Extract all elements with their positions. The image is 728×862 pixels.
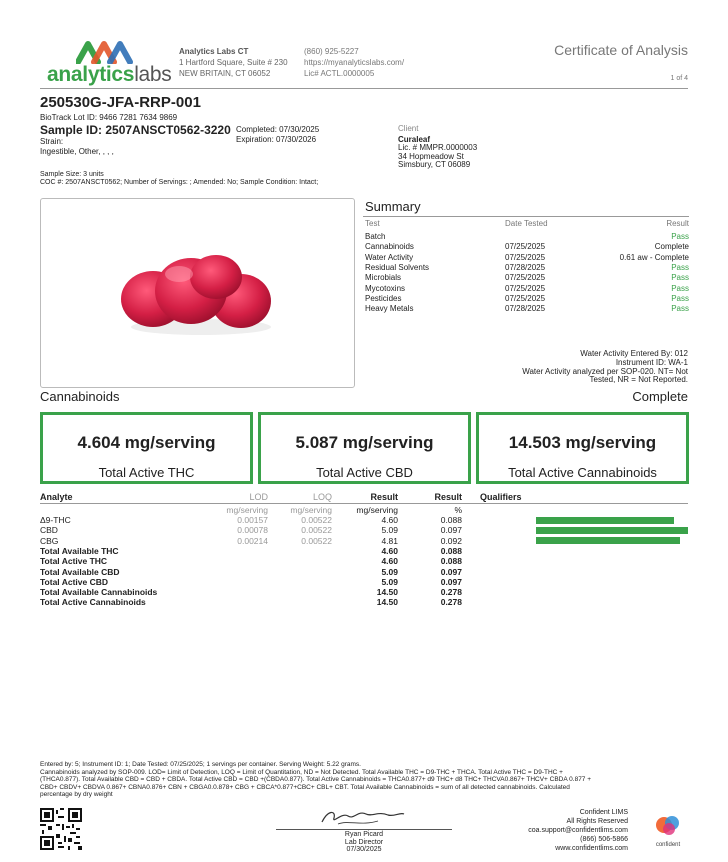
summary-row — [365, 263, 689, 273]
summary-result: Pass — [671, 232, 689, 241]
summary-result: Complete — [654, 242, 689, 252]
analytics-labs-logo-mark — [76, 38, 134, 64]
document-title: Certificate of Analysis — [554, 42, 688, 58]
analyte-result: 4.60 — [381, 556, 398, 567]
lab-address-block — [179, 46, 288, 79]
summary-result: Pass — [671, 283, 689, 293]
summary-col-test: Test — [365, 219, 380, 228]
summary-divider — [363, 216, 689, 217]
cannabinoids-status: Complete — [632, 389, 688, 404]
analyte-loq: 0.00522 — [301, 535, 332, 546]
qr-code[interactable] — [40, 808, 82, 850]
lims-name: Confident LIMS — [579, 809, 628, 816]
completed-date: Completed: 07/30/2025 — [236, 125, 320, 134]
summary-row — [365, 273, 689, 283]
summary-header-row — [365, 219, 689, 229]
summary-result: Pass — [671, 262, 689, 272]
summary-row — [365, 242, 689, 252]
analyte-row — [40, 556, 688, 566]
col-qualifiers: Qualifiers — [480, 492, 522, 502]
dates-block — [236, 125, 319, 145]
analyte-result: 14.50 — [376, 587, 398, 598]
analyte-name: Δ9-THC — [40, 515, 71, 525]
signer-name: Ryan Picard — [344, 831, 384, 838]
analyte-pct: 0.278 — [440, 587, 462, 598]
unit-result: mg/serving — [356, 505, 398, 515]
client-block — [398, 125, 477, 170]
col-analyte: Analyte — [40, 492, 73, 502]
analyte-loq: 0.00522 — [301, 515, 332, 525]
summary-test: Mycotoxins — [365, 283, 406, 293]
wa-sop-note: Water Activity analyzed per SOP-020. NT= Not — [522, 366, 688, 376]
summary-title: Summary — [365, 199, 421, 214]
client-license: Lic. # MMPR.0000003 — [398, 143, 478, 152]
kpi-total-active-cbd — [258, 412, 471, 484]
lims-email[interactable]: coa.support@confidentlims.com — [528, 827, 628, 834]
analyte-name: Total Active Cannabinoids — [40, 597, 146, 608]
analyte-row — [40, 567, 688, 577]
analyte-row — [40, 587, 688, 597]
col-loq: LOQ — [312, 492, 332, 502]
signature-line — [276, 829, 452, 830]
analyte-lod: 0.00157 — [237, 515, 268, 525]
summary-test: Heavy Metals — [365, 304, 414, 314]
summary-result: 0.61 aw - Complete — [619, 252, 689, 262]
analyte-result: 14.50 — [376, 597, 398, 608]
analyte-pct: 0.088 — [440, 556, 462, 567]
expiration-date: Expiration: 07/30/2026 — [236, 135, 317, 144]
footnote-line: Cannabinoids analyzed by SOP-009. LOD= Limit of Detection, LOQ = Limit of Quantitation, ND = Not Detected. Total Available THC = D9-THC + THCA. Total Active THC = D9-THC + — [40, 768, 563, 776]
confident-lims-block — [528, 808, 628, 853]
footnote-line: (THCA0.877). Total Available CBD = CBD + CBDA. Total Active CBD = CBD +(CBDA0.877). Total Active Cannabinoids = THCA0.877+ d9 THC+ d8 THC+ THCVA0.867+ THCV+ CBDA 0.877 + — [40, 776, 592, 784]
signature-block — [276, 831, 452, 854]
wa-legend-note: Tested, NR = Not Reported. — [589, 375, 688, 385]
qualifier-bar — [536, 527, 688, 534]
qualifier-bar — [536, 517, 674, 524]
confident-logo-text: confident — [655, 842, 681, 848]
analyte-result: 5.09 — [381, 525, 398, 536]
summary-result: Pass — [671, 293, 689, 303]
wa-instrument-id: Instrument ID: WA-1 — [615, 357, 688, 367]
analyte-result: 5.09 — [381, 566, 398, 577]
confident-logo-icon — [655, 814, 681, 836]
unit-pct: % — [454, 505, 462, 515]
analyte-name: CBG — [40, 535, 59, 546]
summary-date: 07/25/2025 — [505, 242, 546, 252]
analyte-loq: 0.00522 — [301, 525, 332, 536]
footnote-line: CBD+ CBDV+ CBDVA 0.867+ CBNA0.876+ CBN + CBGA0.0.878+ CBG + CBCA*0.877+CBC+ CBL+ CBT. Total Available Cannabinoids = sum of all detected cannabinoids. Calculated — [40, 783, 570, 791]
kpi-label: Total Active CBD — [316, 465, 413, 480]
analyte-name: Total Active THC — [40, 556, 108, 567]
analyte-row — [40, 577, 688, 587]
unit-lod: mg/serving — [226, 505, 268, 515]
analyte-table-divider — [40, 503, 688, 504]
summary-test: Cannabinoids — [365, 242, 414, 252]
kpi-value: 14.503 mg/serving — [508, 433, 657, 452]
strain-value: Ingestible, Other, , , , — [40, 146, 114, 156]
summary-date: 07/25/2025 — [505, 293, 546, 303]
analyte-result: 4.81 — [381, 535, 398, 546]
gummy-image — [41, 199, 354, 387]
lab-contact-block — [304, 46, 404, 79]
coc-line: COC #: 2507ANSCT0562; Number of Servings: ; Amended: No; Sample Condition: Intact; — [40, 179, 319, 186]
batch-id: 250530G-JFA-RRP-001 — [40, 94, 201, 111]
summary-test: Microbials — [365, 273, 402, 283]
footnote-line: Entered by: 5; Instrument ID: 1; Date Tested: 07/25/2025; 1 servings per container. Serving Weight: 5.22 grams. — [40, 761, 361, 768]
summary-row — [365, 294, 689, 304]
sample-id: Sample ID: 2507ANSCT0562-3220 — [40, 123, 231, 137]
qualifier-bar — [536, 537, 680, 544]
analyte-name: Total Available THC — [40, 545, 119, 556]
sample-size: Sample Size: 3 units — [40, 171, 104, 178]
cannabinoids-title: Cannabinoids — [40, 389, 120, 404]
summary-row — [365, 232, 689, 242]
lims-phone: (866) 506-5866 — [580, 836, 628, 843]
wa-entered-by: Water Activity Entered By: 012 — [580, 349, 688, 358]
summary-result: Pass — [671, 273, 689, 283]
analyte-row — [40, 597, 688, 607]
lab-license: Lic# ACTL.0000005 — [304, 69, 375, 78]
page-number: 1 of 4 — [670, 75, 688, 82]
analyte-pct: 0.097 — [440, 525, 462, 536]
signer-title: Lab Director — [344, 838, 384, 846]
lab-name: Analytics Labs CT — [179, 47, 249, 56]
strain-label: Strain: — [40, 137, 64, 146]
client-label: Client — [398, 124, 419, 133]
analyte-pct: 0.088 — [440, 515, 462, 525]
kpi-total-active-thc — [40, 412, 253, 484]
summary-row — [365, 284, 689, 294]
summary-date: 07/25/2025 — [505, 252, 546, 262]
signature-image — [318, 806, 408, 828]
kpi-label: Total Active THC — [98, 465, 195, 480]
analyte-pct: 0.097 — [440, 576, 462, 587]
analyte-result: 5.09 — [381, 576, 398, 587]
analyte-pct: 0.278 — [440, 597, 462, 608]
biotrack-lot-id: BioTrack Lot ID: 9466 7281 7634 9869 — [40, 113, 178, 122]
analyte-row — [40, 546, 688, 556]
analytics-labs-logo-text: analyticslabs — [47, 63, 172, 86]
lims-rights: All Rights Reserved — [566, 818, 628, 825]
sign-date: 07/30/2025 — [346, 846, 382, 853]
header-divider — [40, 88, 688, 89]
water-activity-note — [468, 350, 688, 385]
summary-row — [365, 304, 689, 314]
lab-url[interactable]: https://myanalyticslabs.com/ — [304, 58, 405, 67]
strain-block — [40, 137, 114, 156]
analyte-result: 4.60 — [381, 515, 398, 525]
analyte-pct: 0.092 — [440, 535, 462, 546]
analyte-lod: 0.00214 — [237, 535, 268, 546]
lims-url[interactable]: www.confidentlims.com — [555, 845, 628, 852]
product-photo — [40, 198, 355, 388]
summary-test: Batch — [365, 232, 386, 241]
summary-test: Residual Solvents — [365, 262, 430, 272]
analyte-pct: 0.088 — [440, 545, 462, 556]
kpi-value: 4.604 mg/serving — [77, 433, 216, 452]
analyte-lod: 0.00078 — [237, 525, 268, 536]
analyte-result: 4.60 — [381, 545, 398, 556]
client-address-line2: Simsbury, CT 06089 — [398, 160, 471, 169]
summary-row — [365, 253, 689, 263]
analyte-pct: 0.097 — [440, 566, 462, 577]
analyte-name: CBD — [40, 525, 58, 536]
summary-test: Pesticides — [365, 293, 402, 303]
analyte-name: Total Active CBD — [40, 576, 109, 587]
kpi-value: 5.087 mg/serving — [295, 433, 434, 452]
summary-test: Water Activity — [365, 252, 414, 262]
summary-date: 07/25/2025 — [505, 273, 546, 283]
summary-date: 07/25/2025 — [505, 283, 546, 293]
kpi-total-active-cannabinoids — [476, 412, 689, 484]
lab-address-line1: 1 Hartford Square, Suite # 230 — [179, 58, 288, 67]
unit-loq: mg/serving — [290, 505, 332, 515]
client-address-line1: 34 Hopmeadow St — [398, 151, 464, 161]
summary-result: Pass — [671, 304, 689, 314]
summary-date: 07/28/2025 — [505, 262, 546, 272]
sample-size-block — [40, 171, 318, 187]
col-result: Result — [370, 492, 398, 502]
summary-col-result: Result — [666, 219, 689, 228]
analyte-name: Total Available Cannabinoids — [40, 587, 158, 598]
footnote-block — [40, 761, 690, 799]
summary-date: 07/28/2025 — [505, 304, 546, 314]
lab-address-line2: NEW BRITAIN, CT 06052 — [179, 69, 271, 78]
client-name: Curaleaf — [398, 134, 431, 144]
col-lod: LOD — [249, 492, 268, 502]
footnote-line: percentage by dry weight — [40, 791, 113, 799]
confident-logo — [648, 814, 688, 852]
kpi-label: Total Active Cannabinoids — [508, 465, 657, 480]
analyte-name: Total Available CBD — [40, 566, 120, 577]
analyte-units-row — [40, 505, 688, 515]
summary-col-date: Date Tested — [505, 219, 548, 228]
lab-phone: (860) 925-5227 — [304, 47, 359, 56]
col-result-pct: Result — [434, 492, 462, 502]
